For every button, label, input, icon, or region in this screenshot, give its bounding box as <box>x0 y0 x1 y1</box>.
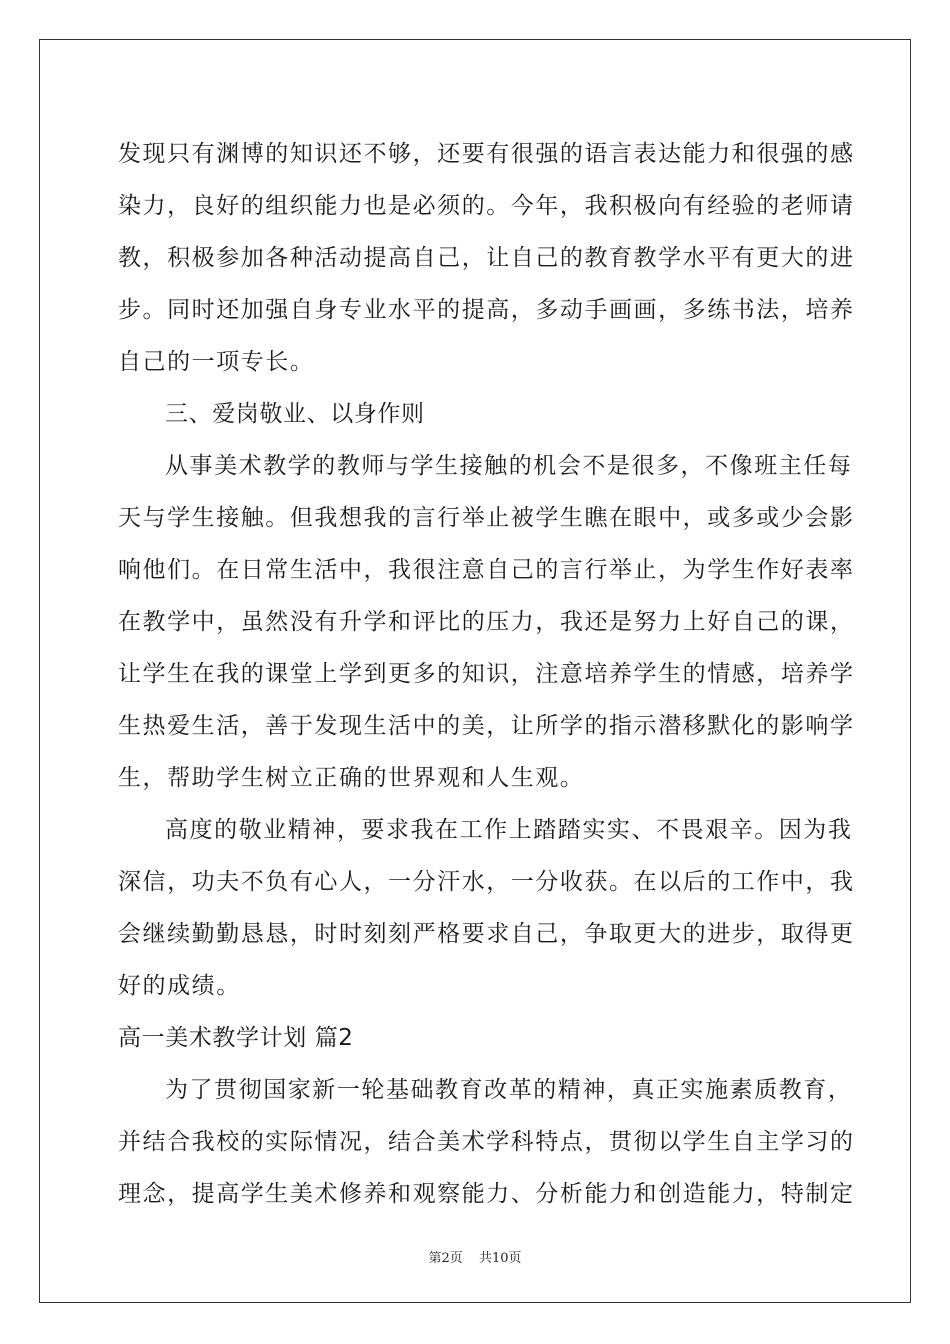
paragraph-line: 染力，良好的组织能力也是必须的。今年，我积极向有经验的老师请 <box>118 193 855 219</box>
paragraph-line: 在教学中，虽然没有升学和评比的压力，我还是努力上好自己的课， <box>118 609 855 635</box>
section-heading: 三、爱岗敬业、以身作则 <box>165 401 425 427</box>
paragraph-line: 自己的一项专长。 <box>118 349 315 375</box>
paragraph-line: 发现只有渊博的知识还不够，还要有很强的语言表达能力和很强的感 <box>118 141 855 167</box>
paragraph-line: 并结合我校的实际情况，结合美术学科特点，贯彻以学生自主学习的 <box>118 1129 855 1155</box>
article-title: 高一美术教学计划 篇2 <box>118 1025 354 1051</box>
paragraph-line: 步。同时还加强自身专业水平的提高，多动手画画，多练书法，培养 <box>118 297 855 323</box>
page-total: 共10页 <box>478 1251 522 1266</box>
paragraph-line: 会继续勤勤恳恳，时时刻刻严格要求自己，争取更大的进步，取得更 <box>118 921 855 947</box>
paragraph-line: 为了贯彻国家新一轮基础教育改革的精神，真正实施素质教育， <box>165 1077 853 1103</box>
document-body <box>118 128 855 1220</box>
page-footer <box>0 1247 950 1266</box>
page-number: 第2页 <box>428 1251 463 1266</box>
paragraph-line: 深信，功夫不负有心人，一分汗水，一分收获。在以后的工作中，我 <box>118 869 855 895</box>
paragraph-line: 天与学生接触。但我想我的言行举止被学生瞧在眼中，或多或少会影 <box>118 505 855 531</box>
paragraph-line: 教，积极参加各种活动提高自己，让自己的教育教学水平有更大的进 <box>118 245 855 271</box>
paragraph-line: 让学生在我的课堂上学到更多的知识，注意培养学生的情感，培养学 <box>118 661 855 687</box>
paragraph-line: 理念，提高学生美术修养和观察能力、分析能力和创造能力，特制定 <box>118 1181 855 1207</box>
paragraph-line: 高度的敬业精神，要求我在工作上踏踏实实、不畏艰辛。因为我 <box>165 817 853 843</box>
paragraph-line: 生热爱生活，善于发现生活中的美，让所学的指示潜移默化的影响学 <box>118 713 855 739</box>
paragraph-line: 好的成绩。 <box>118 973 241 999</box>
paragraph-line: 生，帮助学生树立正确的世界观和人生观。 <box>118 765 585 791</box>
paragraph-line: 响他们。在日常生活中，我很注意自己的言行举止，为学生作好表率 <box>118 557 855 583</box>
paragraph-line: 从事美术教学的教师与学生接触的机会不是很多，不像班主任每 <box>165 453 853 479</box>
